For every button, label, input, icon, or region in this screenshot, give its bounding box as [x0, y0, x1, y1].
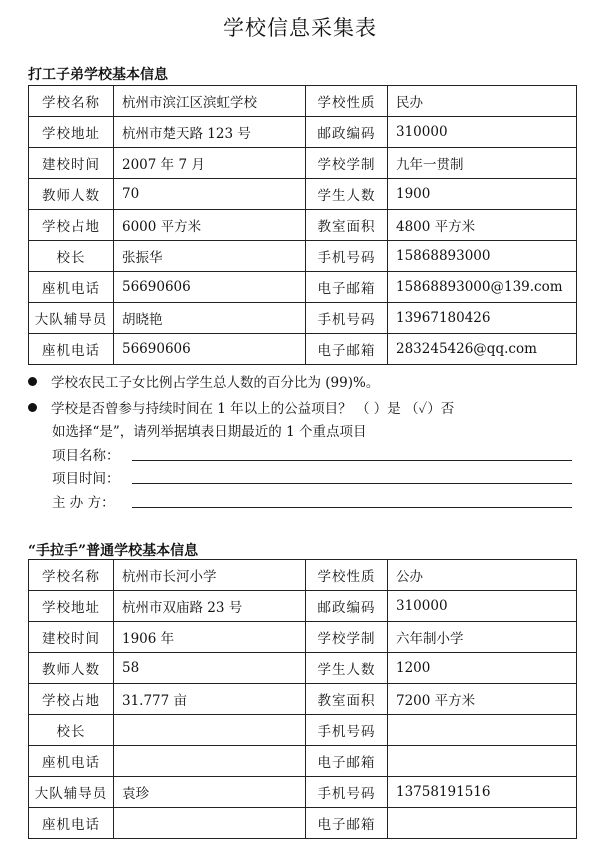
field-label: 手机号码: [306, 715, 388, 746]
field-label: 座机电话: [29, 272, 114, 303]
table-row: [29, 777, 577, 808]
field-label: 建校时间: [29, 148, 114, 179]
section1-table: [28, 85, 577, 365]
field-label: 校长: [29, 241, 114, 272]
section2-table: [28, 559, 577, 839]
welfare-question-text: 学校是否曾参与持续时间在 1 年以上的公益项目？ （ ）是 （✓）否: [51, 401, 455, 417]
field-value: [114, 715, 306, 746]
field-value: 13758191516: [388, 777, 577, 808]
field-label: 座机电话: [29, 808, 114, 839]
field-value: 杭州市双庙路 23 号: [114, 591, 306, 622]
field-value: 杭州市楚天路 123 号: [114, 117, 306, 148]
field-value: 31.777 亩: [114, 684, 306, 715]
field-value: 310000: [388, 591, 577, 622]
field-value: 15868893000@139.com: [388, 272, 577, 303]
field-label: 学生人数: [306, 653, 388, 684]
table-row: [29, 653, 577, 684]
field-label: 座机电话: [29, 746, 114, 777]
field-value: 4800 平方米: [388, 210, 577, 241]
field-value: 公办: [388, 560, 577, 591]
field-value: 1906 年: [114, 622, 306, 653]
field-value: 2007 年 7 月: [114, 148, 306, 179]
field-value: 杭州市滨江区滨虹学校: [114, 86, 306, 117]
table-row: [29, 179, 577, 210]
table-row: [29, 210, 577, 241]
field-label: 学校地址: [29, 591, 114, 622]
table-row: [29, 808, 577, 839]
field-value: 九年一贯制: [388, 148, 577, 179]
table-row: [29, 272, 577, 303]
field-value: 民办: [388, 86, 577, 117]
table-row: [29, 86, 577, 117]
table-row: [29, 622, 577, 653]
welfare-question: [28, 397, 454, 417]
table-row: [29, 117, 577, 148]
field-label: 学校占地: [29, 210, 114, 241]
table-row: [29, 303, 577, 334]
field-label: 邮政编码: [306, 591, 388, 622]
field-label: 学校名称: [29, 560, 114, 591]
field-value: [114, 746, 306, 777]
field-value: 13967180426: [388, 303, 577, 334]
welfare-note: 如选择“是”，请列举据填表日期最近的 1 个重点项目: [52, 424, 367, 440]
ratio-text: 学校农民工子女比例占学生总人数的百分比为 (99)%。: [51, 375, 380, 391]
table-row: [29, 684, 577, 715]
field-label: 大队辅导员: [29, 303, 114, 334]
field-label: 学校性质: [306, 560, 388, 591]
field-label: 学校性质: [306, 86, 388, 117]
bullet-icon: [28, 403, 37, 412]
field-value: 58: [114, 653, 306, 684]
field-label: 学校地址: [29, 117, 114, 148]
table-row: [29, 715, 577, 746]
organizer-label: 主 办 方：: [52, 495, 115, 511]
project-name-label: 项目名称：: [52, 448, 120, 464]
field-value: 张振华: [114, 241, 306, 272]
field-label: 手机号码: [306, 303, 388, 334]
table-row: [29, 591, 577, 622]
project-name-field[interactable]: [132, 460, 572, 461]
field-value: 6000 平方米: [114, 210, 306, 241]
field-label: 教师人数: [29, 653, 114, 684]
field-label: 电子邮箱: [306, 808, 388, 839]
field-value: 7200 平方米: [388, 684, 577, 715]
field-value: 杭州市长河小学: [114, 560, 306, 591]
field-label: 校长: [29, 715, 114, 746]
field-label: 建校时间: [29, 622, 114, 653]
field-label: 学校占地: [29, 684, 114, 715]
field-value: 283245426@qq.com: [388, 334, 577, 365]
field-value: 袁珍: [114, 777, 306, 808]
bullet-icon: [28, 377, 37, 386]
section2-heading: “手拉手”普通学校基本信息: [28, 543, 199, 559]
field-label: 学校名称: [29, 86, 114, 117]
table-row: [29, 241, 577, 272]
field-value: 1900: [388, 179, 577, 210]
field-label: 大队辅导员: [29, 777, 114, 808]
table-row: [29, 148, 577, 179]
field-value: 胡晓艳: [114, 303, 306, 334]
field-label: 座机电话: [29, 334, 114, 365]
table-row: [29, 334, 577, 365]
ratio-statement: [28, 371, 379, 391]
organizer-field[interactable]: [132, 507, 572, 508]
form-title: 学校信息采集表: [223, 16, 377, 40]
field-label: 学校学制: [306, 622, 388, 653]
field-label: 学生人数: [306, 179, 388, 210]
field-label: 教室面积: [306, 210, 388, 241]
field-label: 电子邮箱: [306, 746, 388, 777]
field-value: 1200: [388, 653, 577, 684]
table-row: [29, 560, 577, 591]
field-value: 56690606: [114, 272, 306, 303]
field-value: [388, 715, 577, 746]
field-label: 学校学制: [306, 148, 388, 179]
field-value: 70: [114, 179, 306, 210]
project-time-label: 项目时间：: [52, 471, 120, 487]
field-label: 教室面积: [306, 684, 388, 715]
field-label: 教师人数: [29, 179, 114, 210]
table-row: [29, 746, 577, 777]
section1-heading: 打工子弟学校基本信息: [28, 67, 168, 83]
field-value: 六年制小学: [388, 622, 577, 653]
field-label: 手机号码: [306, 777, 388, 808]
field-value: [388, 746, 577, 777]
field-value: 15868893000: [388, 241, 577, 272]
field-label: 邮政编码: [306, 117, 388, 148]
field-label: 电子邮箱: [306, 272, 388, 303]
field-label: 电子邮箱: [306, 334, 388, 365]
project-time-field[interactable]: [132, 483, 572, 484]
field-value: [114, 808, 306, 839]
field-label: 手机号码: [306, 241, 388, 272]
field-value: [388, 808, 577, 839]
field-value: 56690606: [114, 334, 306, 365]
field-value: 310000: [388, 117, 577, 148]
